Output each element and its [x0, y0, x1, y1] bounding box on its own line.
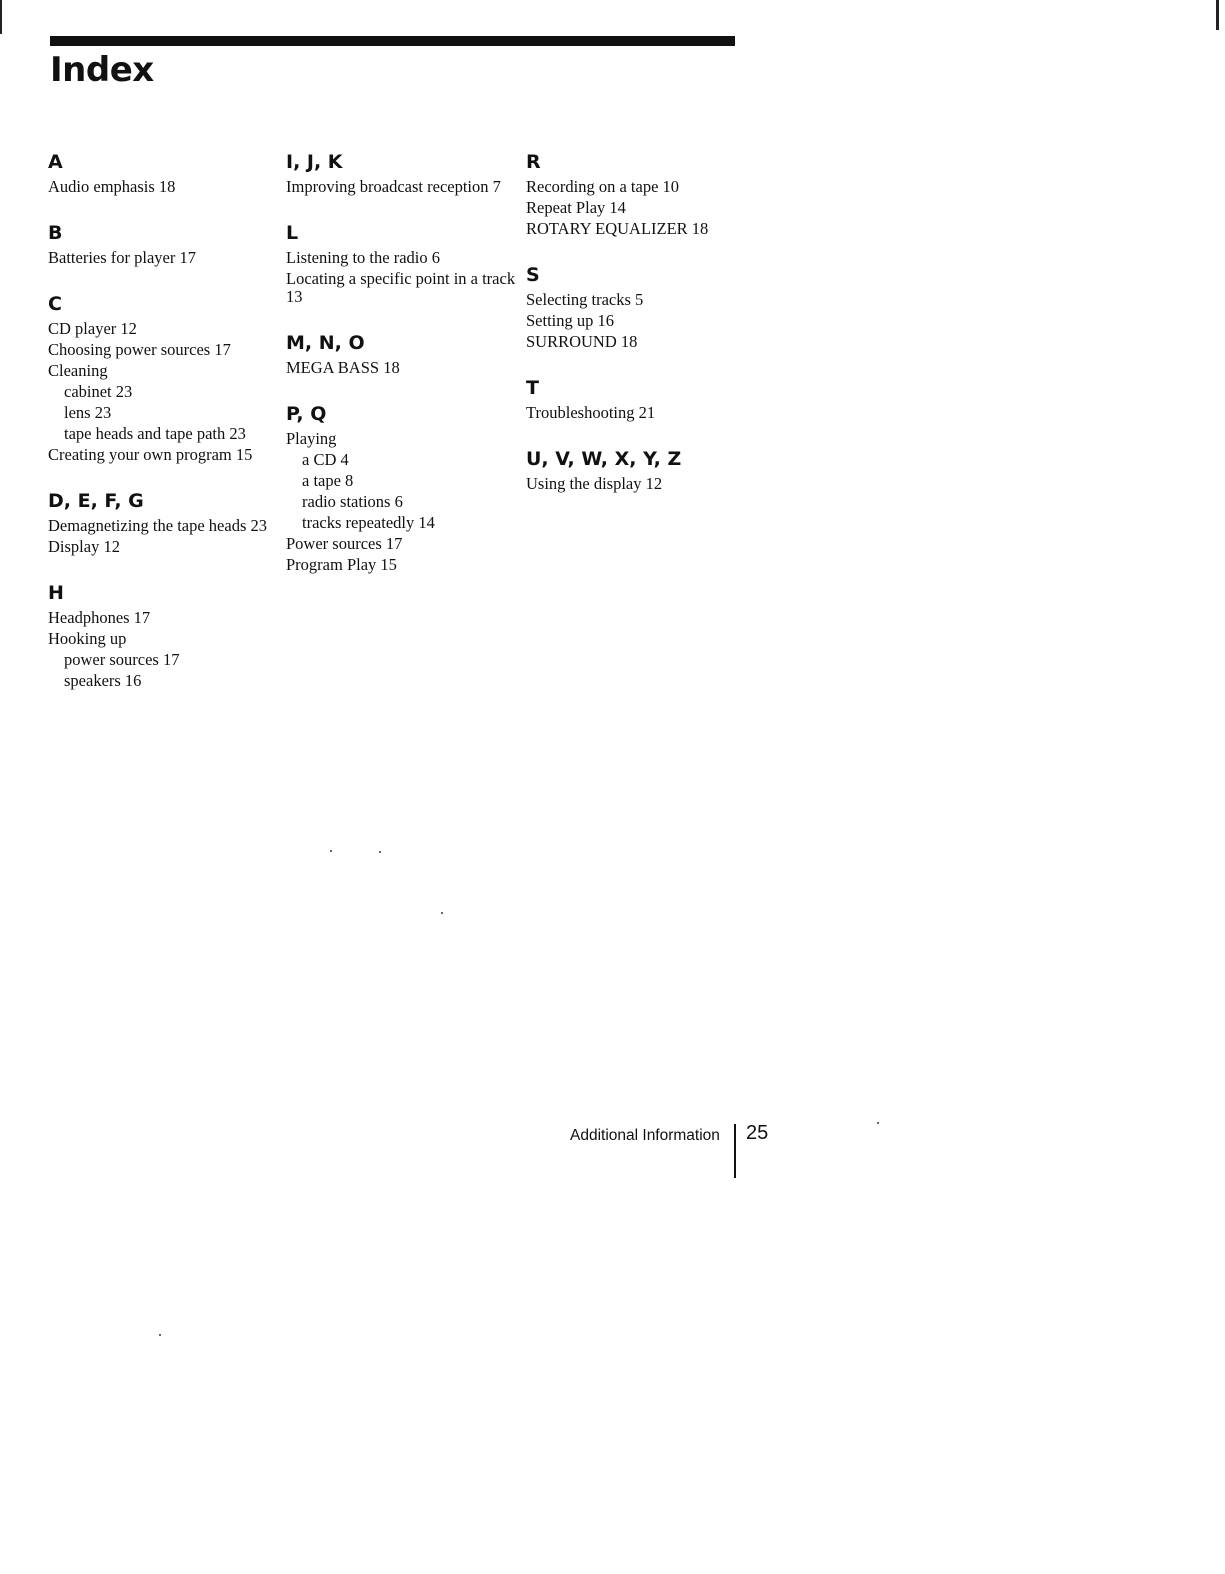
scan-speck	[877, 1122, 879, 1124]
section-letter: A	[48, 151, 63, 173]
index-subentry: tracks repeatedly 14	[302, 513, 435, 532]
section-letter: S	[526, 264, 540, 286]
index-subentry: a tape 8	[302, 471, 354, 490]
section-letter: M, N, O	[286, 332, 365, 354]
index-entry: Using the display 12	[526, 474, 663, 493]
section-letter: B	[48, 222, 63, 244]
index-section	[48, 581, 283, 690]
page-number: 25	[746, 1122, 769, 1144]
index-entry: Choosing power sources 17	[48, 340, 231, 359]
index-entry: Improving broadcast reception 7	[286, 177, 501, 196]
index-section	[48, 489, 283, 556]
index-subentry: lens 23	[64, 403, 112, 422]
section-gap	[526, 354, 761, 376]
index-section	[526, 150, 761, 238]
index-section	[286, 150, 521, 196]
index-subentry: speakers 16	[64, 671, 142, 690]
scan-speck	[441, 912, 443, 914]
index-subentry: power sources 17	[64, 650, 180, 669]
index-entry: SURROUND 18	[526, 332, 638, 351]
section-letter: U, V, W, X, Y, Z	[526, 448, 682, 470]
index-entry: Power sources 17	[286, 534, 403, 553]
section-letter: R	[526, 151, 541, 173]
index-subentry: cabinet 23	[64, 382, 133, 401]
title-rule	[50, 36, 735, 46]
index-entry: Setting up 16	[526, 311, 615, 330]
section-letter: T	[526, 377, 539, 399]
index-section	[48, 150, 283, 196]
index-entry: Troubleshooting 21	[526, 403, 656, 422]
section-gap	[48, 199, 283, 221]
index-subentry: tape heads and tape path 23	[64, 424, 246, 443]
index-section	[48, 292, 283, 464]
index-section	[526, 263, 761, 351]
section-letter: H	[48, 582, 64, 604]
index-entry: Selecting tracks 5	[526, 290, 644, 309]
section-gap	[526, 425, 761, 447]
index-section	[526, 376, 761, 422]
index-section	[286, 402, 521, 574]
index-section	[48, 221, 283, 267]
index-column-3	[526, 150, 761, 496]
scan-speck	[330, 850, 332, 852]
index-entry: Headphones 17	[48, 608, 151, 627]
index-subentry: a CD 4	[302, 450, 349, 469]
index-entry: Audio emphasis 18	[48, 177, 176, 196]
section-letter: L	[286, 222, 299, 244]
index-entry: MEGA BASS 18	[286, 358, 400, 377]
index-entry: Listening to the radio 6	[286, 248, 440, 267]
index-entry: CD player 12	[48, 319, 137, 338]
section-letter: I, J, K	[286, 151, 343, 173]
section-letter: D, E, F, G	[48, 490, 144, 512]
section-gap	[286, 199, 521, 221]
index-section	[286, 331, 521, 377]
scan-speck	[379, 851, 381, 853]
section-gap	[48, 559, 283, 581]
section-gap	[48, 270, 283, 292]
scan-edge-mark	[1216, 0, 1219, 30]
index-section	[526, 447, 761, 493]
index-entry: Demagnetizing the tape heads 23	[48, 516, 268, 535]
scan-edge-mark	[0, 0, 2, 34]
page-title: Index	[50, 50, 154, 90]
scan-speck	[159, 1334, 161, 1336]
index-entry: ROTARY EQUALIZER 18	[526, 219, 709, 238]
section-gap	[286, 380, 521, 402]
index-entry: Creating your own program 15	[48, 445, 253, 464]
index-subentry: radio stations 6	[302, 492, 403, 511]
index-entry: Batteries for player 17	[48, 248, 196, 267]
section-gap	[48, 467, 283, 489]
section-gap	[286, 309, 521, 331]
section-letter: C	[48, 293, 62, 315]
index-entry: Hooking up	[48, 629, 127, 648]
index-entry: Cleaning	[48, 361, 108, 380]
index-entry: Playing	[286, 429, 337, 448]
footer-section-label: Additional Information	[570, 1127, 720, 1144]
index-column-1	[48, 150, 283, 693]
section-letter: P, Q	[286, 403, 327, 425]
index-section	[286, 221, 521, 306]
index-column-2	[286, 150, 521, 577]
index-entry: Display 12	[48, 537, 120, 556]
index-entry: Recording on a tape 10	[526, 177, 680, 196]
footer-divider	[734, 1124, 736, 1178]
section-gap	[526, 241, 761, 263]
index-entry: Program Play 15	[286, 555, 397, 574]
index-entry: Locating a specific point in a track 13	[286, 269, 516, 306]
index-entry: Repeat Play 14	[526, 198, 626, 217]
